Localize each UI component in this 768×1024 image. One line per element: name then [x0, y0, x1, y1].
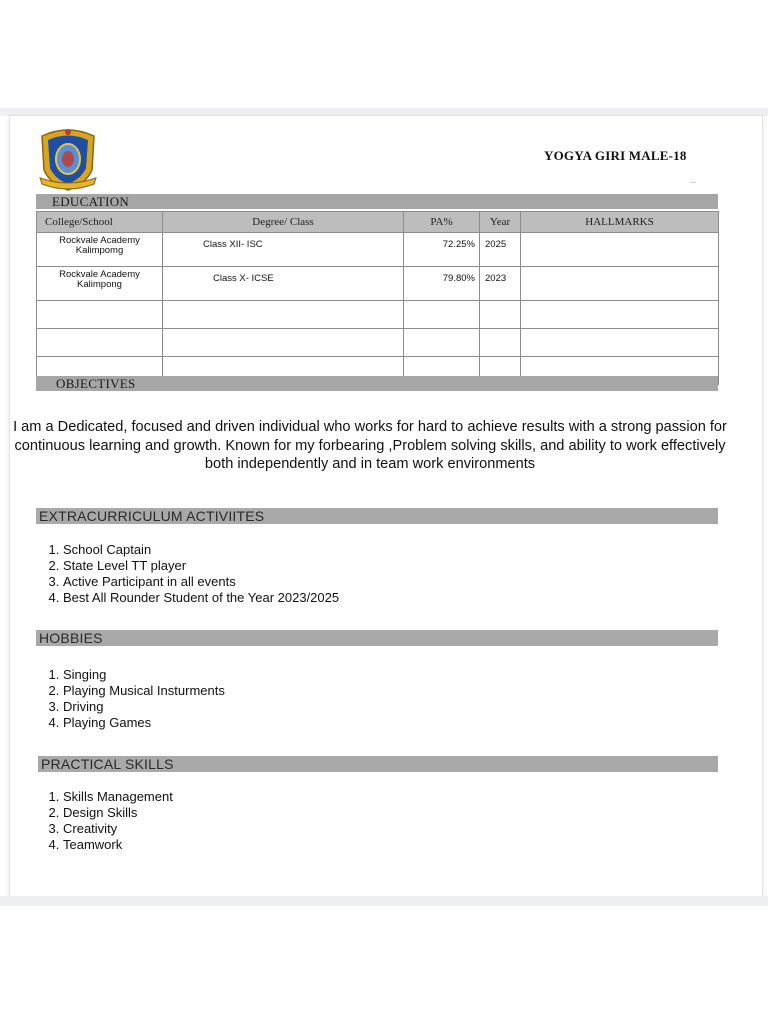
column-header-college: College/School	[37, 212, 163, 233]
table-row	[37, 267, 719, 301]
objective-text: I am a Dedicated, focused and driven individual who works for hard to achieve results with a strong passion for continuous learning and growth. Known for my forbearing ,Problem solving skills, and ability to work effectively both independently and in team work environments	[13, 419, 727, 472]
practical-skills-heading-bar	[38, 756, 718, 772]
education-table-header	[37, 212, 719, 233]
cell-degree: Class XII- ISC	[163, 233, 404, 267]
column-header-degree: Degree/ Class	[163, 212, 404, 233]
list-item: 2. Playing Musical Insturments	[63, 683, 225, 699]
practical-skills-heading: PRACTICAL SKILLS	[41, 756, 174, 772]
list-item: 4. Best All Rounder Student of the Year 2023/2025	[63, 590, 339, 606]
list-item: 4. Teamwork	[63, 837, 173, 853]
list-item: 3. Driving	[63, 699, 225, 715]
list-item: 2. State Level TT player	[63, 558, 339, 574]
column-header-pa: PA%	[404, 212, 480, 233]
list-item: 1. School Captain	[63, 542, 339, 558]
cell-year: 2025	[480, 233, 521, 267]
list-item: 2. Design Skills	[63, 805, 173, 821]
list-item: 3. Creativity	[63, 821, 173, 837]
objectives-heading-bar	[36, 376, 718, 391]
list-item: 3. Active Participant in all events	[63, 574, 339, 590]
school-crest-logo	[36, 126, 100, 192]
page-top-band	[0, 108, 768, 116]
extracurricular-list	[46, 542, 339, 606]
cell-degree: Class X- ICSE	[163, 267, 404, 301]
list-item: 1. Skills Management	[63, 789, 173, 805]
education-heading-bar	[36, 194, 718, 209]
extracurricular-heading-bar	[36, 508, 718, 524]
list-item: 4. Playing Games	[63, 715, 225, 731]
cell-pa: 79.80%	[404, 267, 480, 301]
cell-hallmarks	[521, 267, 719, 301]
hobbies-list	[46, 667, 225, 731]
column-header-year: Year	[480, 212, 521, 233]
cell-year: 2023	[480, 267, 521, 301]
hobbies-heading: HOBBIES	[39, 630, 103, 646]
table-row	[37, 233, 719, 267]
cell-school: Rockvale Academy Kalimpong	[37, 267, 163, 301]
list-item: 1. Singing	[63, 667, 225, 683]
table-row-empty	[37, 329, 719, 357]
hobbies-heading-bar	[36, 630, 718, 646]
cell-hallmarks	[521, 233, 719, 267]
page-bottom-band	[0, 896, 768, 906]
practical-skills-list	[46, 789, 173, 853]
education-heading: EDUCATION	[52, 194, 130, 209]
cell-pa: 72.25%	[404, 233, 480, 267]
extracurricular-heading: EXTRACURRICULUM ACTIVIITES	[39, 508, 265, 524]
table-row-empty	[37, 301, 719, 329]
column-header-hallmarks: HALLMARKS	[521, 212, 719, 233]
candidate-name: YOGYA GIRI MALE-18	[544, 148, 687, 163]
divider-mark	[690, 182, 696, 183]
cell-school: Rockvale Academy Kalimpomg	[37, 233, 163, 267]
education-table	[36, 211, 719, 385]
objectives-heading: OBJECTIVES	[56, 376, 136, 391]
